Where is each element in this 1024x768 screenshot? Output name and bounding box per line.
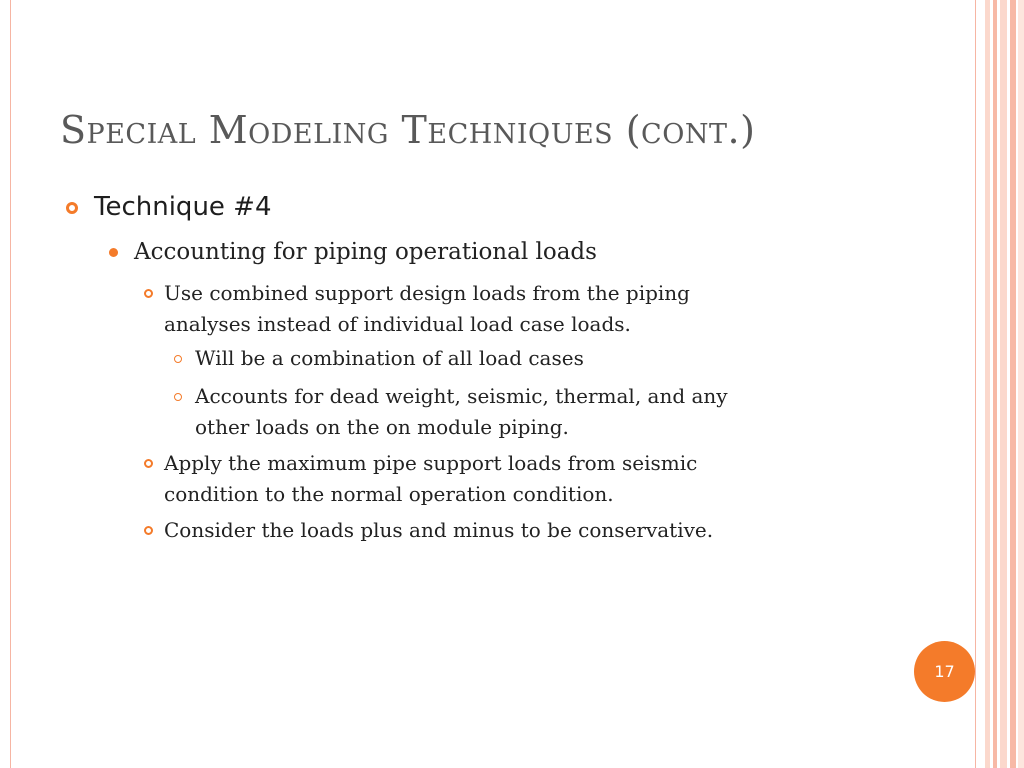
decorative-side-stripe: [985, 0, 990, 768]
bullet-item-accounts-for: [195, 381, 728, 443]
bullet-item-plus-minus: [164, 515, 713, 546]
hollow-circle-bullet-icon: [144, 289, 153, 298]
bullet-text-line-2: analyses instead of individual load case loads.: [164, 312, 631, 336]
hollow-circle-bullet-icon: [144, 459, 153, 468]
bullet-item-technique: [94, 190, 272, 224]
bullet-text-line-1: Will be a combination of all load cases: [195, 346, 584, 370]
bullet-item-max-seismic: [164, 448, 697, 510]
decorative-side-stripe: [1010, 0, 1016, 768]
bullet-text-line-1: Accounts for dead weight, seismic, thermal, and any: [195, 384, 728, 408]
decorative-side-stripe: [1000, 0, 1007, 768]
bullet-text: Accounting for piping operational loads: [134, 239, 597, 265]
hollow-circle-bullet-icon: [66, 202, 78, 214]
bullet-text-line-1: Apply the maximum pipe support loads from seismic: [164, 451, 698, 475]
decorative-side-stripe: [993, 0, 997, 768]
decorative-side-stripe: [1018, 0, 1024, 768]
filled-circle-bullet-icon: [109, 248, 118, 257]
bullet-text-line-2: condition to the normal operation condition.: [164, 482, 614, 506]
bullet-item-combination: [195, 343, 584, 374]
bullet-text-line-2: other loads on the on module piping.: [195, 415, 569, 439]
bullet-text-line-1: Use combined support design loads from the piping: [164, 281, 690, 305]
thin-circle-bullet-icon: [174, 355, 182, 363]
bullet-item-operational-loads: [134, 236, 597, 268]
bullet-text: Technique #4: [94, 192, 272, 222]
page-number-badge: 17: [914, 641, 975, 702]
hollow-circle-bullet-icon: [144, 526, 153, 535]
bullet-text-line-1: Consider the loads plus and minus to be conservative.: [164, 518, 714, 542]
thin-circle-bullet-icon: [174, 393, 182, 401]
slide-title: Special Modeling Techniques (cont.): [60, 108, 756, 152]
bullet-item-combined-loads: [164, 278, 690, 340]
